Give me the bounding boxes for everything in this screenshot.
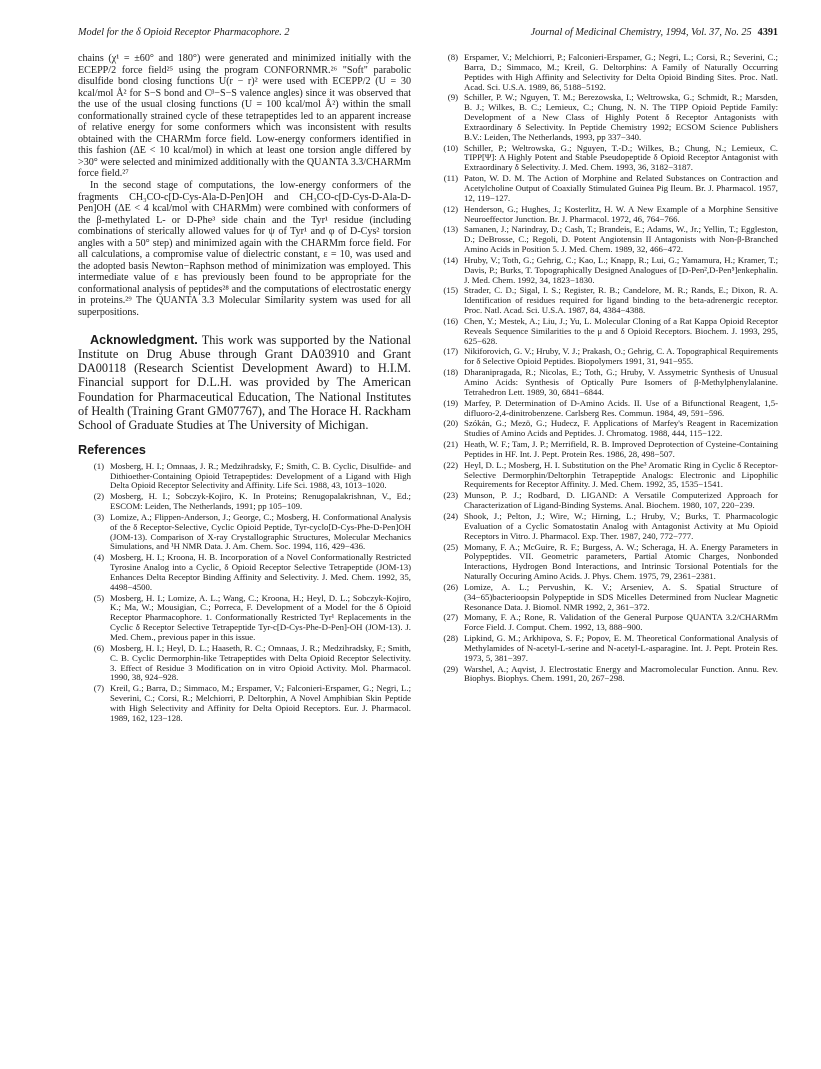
acknowledgment-paragraph (78, 333, 411, 433)
running-header (78, 27, 778, 41)
reference-text: Chen, Y.; Mestek, A.; Liu, J.; Yu, L. Molecular Cloning of a Rat Kappa Opioid Receptor Reveals Sequence Similarities to the μ and δ Opioid Receptors. Biochem. J. 1993, 295, 625−628. (464, 315, 778, 346)
reference-text: Lomize, A. L.; Pervushin, K. V.; Arseniev, A. S. Spatial Structure of (34−65)bacterioopsin Polypeptide in SDS Micelles Determined from Nuclear Magnetic Resonance Data. J. Biomol. NMR 1992, 2, 361−372. (464, 581, 778, 612)
reference-item (78, 553, 411, 592)
reference-number: (6) (93, 642, 104, 653)
reference-text: Schiller, P.; Weltrowska, G.; Nguyen, T.-D.; Wilkes, B.; Chung, N.; Lemieux, C. TIPP[Ψ]: A Highly Potent and Stable Pseudopeptide δ Opioid Receptor Antagonist with Extraordinary δ Selectivity. J. Med. Chem. 1993, 36, 3182−3187. (464, 142, 778, 173)
reference-item (78, 462, 411, 492)
reference-item (432, 174, 778, 204)
reference-item (432, 286, 778, 316)
left-column (78, 53, 411, 725)
reference-text: Samanen, J.; Narindray, D.; Cash, T.; Brandeis, E.; Adams, W., Jr.; Yellin, T.; Eggleston, D.; DeBrosse, C.; Regoli, D. Potent Angiotensin II Antagonists with Non-β-Branched Amino Acids in Position 5. J. Med. Chem. 1989, 32, 466−472. (464, 224, 778, 255)
reference-item (78, 513, 411, 552)
body-paragraph-1: chains (χ¹ = ±60° and 180°) were generated and minimized initially with the ECEPP/2 force field²⁵ using the program CONFORNMR.²⁶ "Soft" parabolic disulfide bond closing functions U(r − r)² were used with ECEPP/2 (U = 30 kcal/mol Å² for S−S bond and Cᵝ−S−S valence angles) since it was observed that the use of the usual closing functions (U = 100 kcal/mol Å²) within the small conformationally strained cycle of these tetrapeptides led to an apparent increase of relative energy for some conformers which was inconsistent with results obtained with the CHARMm force field. Low-energy conformers identified in this fashion (ΔE < 10 kcal/mol) in which at least one torsion angle differed by >30° were selected and minimized additionally with the QUANTA 3.3/CHARMm force field.²⁷ (78, 53, 411, 180)
reference-number: (13) (443, 224, 458, 235)
reference-number: (18) (443, 367, 458, 378)
reference-text: Lomize, A.; Flippen-Anderson, J.; George, C.; Mosberg, H. Conformational Analysis of the δ Receptor-Selective, Cyclic Opioid Peptide, Tyr-cyclo[D-Cys-Phe-D-Pen]OH (JOM-13). Comparison of X-ray Crystallographic Structures, Molecular Mechanics Simulations, and ¹H NMR Data. J. Am. Chem. Soc. 1994, 116, 429−436. (110, 511, 411, 552)
reference-number: (29) (443, 663, 458, 674)
running-title: Model for the δ Opioid Receptor Pharmacophore. 2 (78, 27, 290, 38)
reference-item (432, 205, 778, 225)
reference-number: (2) (93, 491, 104, 502)
reference-item (432, 368, 778, 398)
acknowledgment-heading: Acknowledgment. (90, 332, 198, 347)
reference-list-right (432, 53, 778, 684)
reference-number: (23) (443, 490, 458, 501)
reference-item (78, 644, 411, 683)
reference-text: Shook, J.; Pelton, J.; Wire, W.; Hirning, L.; Hruby, V.; Burks, T. Pharmacologic Evaluation of a Cyclic Somatostatin Analog with Antagonist Activity at Mu Opioid Receptors in Vitro. J. Pharmacol. Exp. Ther. 1987, 240, 772−777. (464, 510, 778, 541)
reference-item (432, 225, 778, 255)
reference-number: (10) (443, 142, 458, 153)
reference-item (432, 347, 778, 367)
reference-text: Munson, P. J.; Rodbard, D. LIGAND: A Versatile Computerized Approach for Characterization of Ligand-Binding Systems. Anal. Biochem. 1980, 107, 220−239. (464, 490, 778, 511)
reference-number: (24) (443, 510, 458, 521)
reference-text: Mosberg, H. I.; Sobczyk-Kojiro, K. In Proteins; Renugopalakrishnan, V., Ed.; ESCOM: Leiden, The Netherlands, 1991; pp 105−109. (110, 491, 411, 512)
journal-citation (531, 27, 778, 38)
reference-number: (9) (447, 92, 458, 103)
reference-number: (1) (93, 460, 104, 471)
reference-number: (25) (443, 541, 458, 552)
reference-number: (7) (93, 683, 104, 694)
reference-item (432, 583, 778, 613)
reference-number: (19) (443, 397, 458, 408)
reference-text: Lipkind, G. M.; Arkhipova, S. F.; Popov, E. M. Theoretical Conformational Analysis of Methylamides of N-acetyl-L-serine and N-acetyl-L-asparagine. Int. J. Pept. Protein Res. 1973, 5, 381−397. (464, 633, 778, 663)
reference-text: Kreil, G.; Barra, D.; Simmaco, M.; Erspamer, V.; Falconieri-Erspamer, G.; Negri, L.; Severini, C.; Corsi, R.; Melchiorri, P. Deltorphin, A Novel Amphibian Skin Peptide with High Selectivity and Affinity for Delta Opioid Receptors. Eur. J. Pharmacol. 1989, 162, 123−128. (110, 683, 411, 723)
reference-text: Mosberg, H. I.; Kroona, H. B. Incorporation of a Novel Conformationally Restricted Tyrosine Analog into a Cyclic, δ Opioid Receptor Selective Tetrapeptide (JOM-13) Enhances Delta Receptor Binding Affinity and Selectivity. J. Med. Chem. 1992, 35, 4498−4500. (110, 552, 411, 592)
reference-list-left (78, 462, 411, 724)
reference-number: (20) (443, 418, 458, 429)
reference-text: Hruby, V.; Toth, G.; Gehrig, C.; Kao, L.; Knapp, R.; Lui, G.; Yamamura, H.; Kramer, T.; Davis, P.; Burks, T. Topographically Designed Analogues of [D-Pen²,D-Pen⁵]enkephalin. J. Med. Chem. 1992, 34, 1823−1830. (464, 254, 778, 285)
reference-text: Henderson, G.; Hughes, J.; Kosterlitz, H. W. A New Example of a Morphine Sensitive Neuroeffector Junction. Br. J. Pharmacol. 1972, 46, 764−766. (464, 203, 778, 224)
reference-text: Nikiforovich, G. V.; Hruby, V. J.; Prakash, O.; Gehrig, C. A. Topographical Requirements for δ Selective Opioid Peptides. Biopolymers 1991, 31, 941−955. (464, 346, 778, 367)
reference-number: (21) (443, 439, 458, 450)
reference-number: (17) (443, 346, 458, 357)
reference-text: Szókán, G.; Mezö, G.; Hudecz, F. Applications of Marfey's Reagent in Racemization Studies of Amino Acids and Peptides. J. Chromatog. 1988, 444, 115−122. (464, 418, 778, 439)
reference-item (432, 93, 778, 142)
reference-number: (5) (93, 592, 104, 603)
reference-number: (12) (443, 203, 458, 214)
reference-number: (4) (93, 552, 104, 563)
reference-text: Warshel, A.; Aqvist, J. Electrostatic Energy and Macromolecular Function. Annu. Rev. Biophys. Biophys. Chem. 1991, 20, 267−298. (464, 663, 778, 684)
reference-item (432, 613, 778, 633)
reference-number: (8) (447, 52, 458, 62)
reference-item (432, 53, 778, 92)
reference-item (78, 492, 411, 512)
reference-item (78, 594, 411, 643)
reference-item (432, 144, 778, 174)
reference-item (432, 419, 778, 439)
reference-text: Erspamer, V.; Melchiorri, P.; Falconieri-Erspamer, G.; Negri, L.; Corsi, R.; Severini, C.; Barra, D.; Simmaco, M.; Kreil, G. Deltorphins: A Family of Naturally Occurring Peptides with High Affinity and Selectivity for Delta Opioid Binding Sites. Proc. Natl. Acad. Sci. U.S.A. 1989, 86, 5188−5192. (464, 52, 778, 92)
reference-text: Dharanipragada, R.; Nicolas, E.; Toth, G.; Hruby, V. Assymetric Synthesis of Unusual Amino Acids: Synthesis of Optically Pure Isomers of β-Methylphenylalanine. Tetrahedron Lett. 1989, 30, 6841−6844. (464, 367, 778, 397)
reference-item (432, 440, 778, 460)
reference-number: (14) (443, 254, 458, 265)
reference-number: (26) (443, 581, 458, 592)
right-column (432, 53, 778, 685)
references-heading: References (78, 442, 146, 457)
reference-item (432, 461, 778, 491)
reference-text: Schiller, P. W.; Nguyen, T. M.; Berezowska, I.; Weltrowska, G.; Schmidt, R.; Marsden, B. J.; Wilkes, B. C.; Lemieux, C.; Chung, N. N. The TIPP Opioid Peptide Family: Development of a New Class of Highly Potent δ Receptor Antagonists with Extraordinary δ Selectivity. In Peptide Chemistry 1992; ECSOM Science Publishers B.V.: Leiden, The Netherlands, 1993, pp 337−340. (464, 92, 778, 142)
reference-item (432, 256, 778, 286)
reference-item (78, 684, 411, 723)
reference-text: Momany, F. A.; Rone, R. Validation of the General Purpose QUANTA 3.2/CHARMm Force Field. J. Comput. Chem. 1992, 13, 888−900. (464, 612, 778, 633)
reference-number: (15) (443, 285, 458, 296)
reference-number: (11) (443, 173, 458, 184)
reference-text: Heyl, D. L.; Mosberg, H. I. Substitution on the Phe³ Aromatic Ring in Cyclic δ Receptor-Selective Dermorphin/Deltorphin Tetrapeptide Analogs: Electronic and Lipophilic Requirements for Receptor Affinity. J. Med. Chem. 1992, 35, 1535−1541. (464, 459, 778, 490)
reference-text: Momany, F. A.; McGuire, R. F.; Burgess, A. W.; Scheraga, H. A. Energy Parameters in Polypeptides. VII. Geometric parameters, Partial Atomic Charges, Nonbonded Interactions, Hydrogen Bond Interactions, and Intrinsic Torsional Potentials for the Naturally Occuring Amino Acids. J. Phys. Chem. 1975, 79, 2361−2381. (464, 541, 778, 582)
reference-item (432, 512, 778, 542)
journal-name: Journal of Medicinal Chemistry, 1994, Vol. 37, No. 25 (530, 27, 752, 38)
reference-text: Heath, W. F.; Tam, J. P.; Merrifield, R. B. Improved Deprotection of Cysteine-Containing Peptides in HF. Int. J. Pept. Protein Res. 1986, 28, 498−507. (464, 439, 778, 459)
acknowledgment-text: This work was supported by the National Institute on Drug Abuse through Grant DA03910 and Grant DA00118 (Research Scientist Development Award) to H.I.M. Financial support for D.L.H. was provided by The American Foundation for Pharmaceutical Education, The National Institutes of Health (Training Grant GM07767), and The Horace H. Rackham School of Graduate Studies at The University of Michigan. (78, 332, 411, 433)
page-number: 4391 (757, 27, 778, 38)
reference-item (432, 491, 778, 511)
reference-item (432, 317, 778, 347)
reference-text: Strader, C. D.; Sigal, I. S.; Register, R. B.; Candelore, M. R.; Rands, E.; Dixon, R. A. Identification of residues required for ligand binding to the beta-adrenergic receptor. Proc. Natl. Acad. Sci. U.S.A. 1987, 84, 4384−4388. (464, 285, 778, 316)
reference-text: Mosberg, H. I.; Heyl, D. L.; Haaseth, R. C.; Omnaas, J. R.; Medzihradsky, F.; Smith, C. B. Cyclic Dermorphin-like Tetrapeptides with Delta Opioid Receptor Selectivity. 3. Effect of Residue 3 Modification on in vitro Opioid Activity. Mol. Pharmacol. 1990, 38, 924−928. (110, 642, 411, 683)
reference-item (432, 634, 778, 664)
reference-number: (3) (93, 511, 104, 522)
reference-text: Mosberg, H. I.; Lomize, A. L.; Wang, C.; Kroona, H.; Heyl, D. L.; Sobczyk-Kojiro, K.; Ma, W.; Mousigian, C.; Porreca, F. Development of a Model for the δ Opioid Receptor Pharmacophore. 1. Conformationally Restricted Tyr¹ Replacements in the Cyclic δ Receptor Selective Tetrapeptide Tyr-c[D-Cys-Phe-D-Pen]-OH (JOM-13). J. Med. Chem., previous paper in this issue. (110, 592, 411, 642)
body-paragraph-2: In the second stage of computations, the low-energy conformers of the fragments CH₃CO-c[D-Cys-Ala-D-Pen]OH and CH₃CO-c[D-Cys-D-Ala-D-Pen]OH (ΔE < 4 kcal/mol with CHARMm) were combined with conformers of the β-methylated L- or D-Phe³ side chain and the Tyr¹ residue (including combinations of sterically allowed values for ψ of Tyr¹ and φ of D-Cys² torsion angles with a 50° step) and minimized again with the CHARMm force field. For all calculations, a compromise value of dielectric constant, ε = 10, was used and the adopted basis Newton−Raphson method of minimization was employed. This intermediate value of ε has previously been found to be appropriate for the conformational analysis of peptides²⁸ and the computations of electrostatic energy in proteins.²⁹ The QUANTA 3.3 Molecular Similarity system was used for all superpositions. (78, 180, 411, 319)
reference-text: Marfey, P. Determination of D-Amino Acids. II. Use of a Bifunctional Reagent, 1,5-difluoro-2,4-dinitrobenzene. Carlsberg Res. Commun. 1984, 49, 591−596. (464, 397, 778, 418)
reference-number: (27) (443, 612, 458, 623)
reference-number: (16) (443, 315, 458, 326)
reference-number: (22) (443, 459, 458, 470)
reference-item (432, 543, 778, 582)
reference-item (432, 665, 778, 685)
reference-item (432, 399, 778, 419)
reference-number: (28) (443, 633, 458, 644)
reference-text: Mosberg, H. I.; Omnaas, J. R.; Medzihradsky, F.; Smith, C. B. Cyclic, Disulfide- and Dithioether-Containing Opioid Tetrapeptides: Development of a Ligand with High Delta Opioid Receptor Selectivity and Affinity. Life Sci. 1988, 43, 1013−1020. (110, 460, 411, 491)
reference-text: Paton, W. D. M. The Action of Morphine and Related Substances on Contraction and Acetylcholine Output of Coaxially Stimulated Guinea Pig Ileum. Br. J. Pharmacol. 1957, 12, 119−127. (464, 173, 778, 203)
